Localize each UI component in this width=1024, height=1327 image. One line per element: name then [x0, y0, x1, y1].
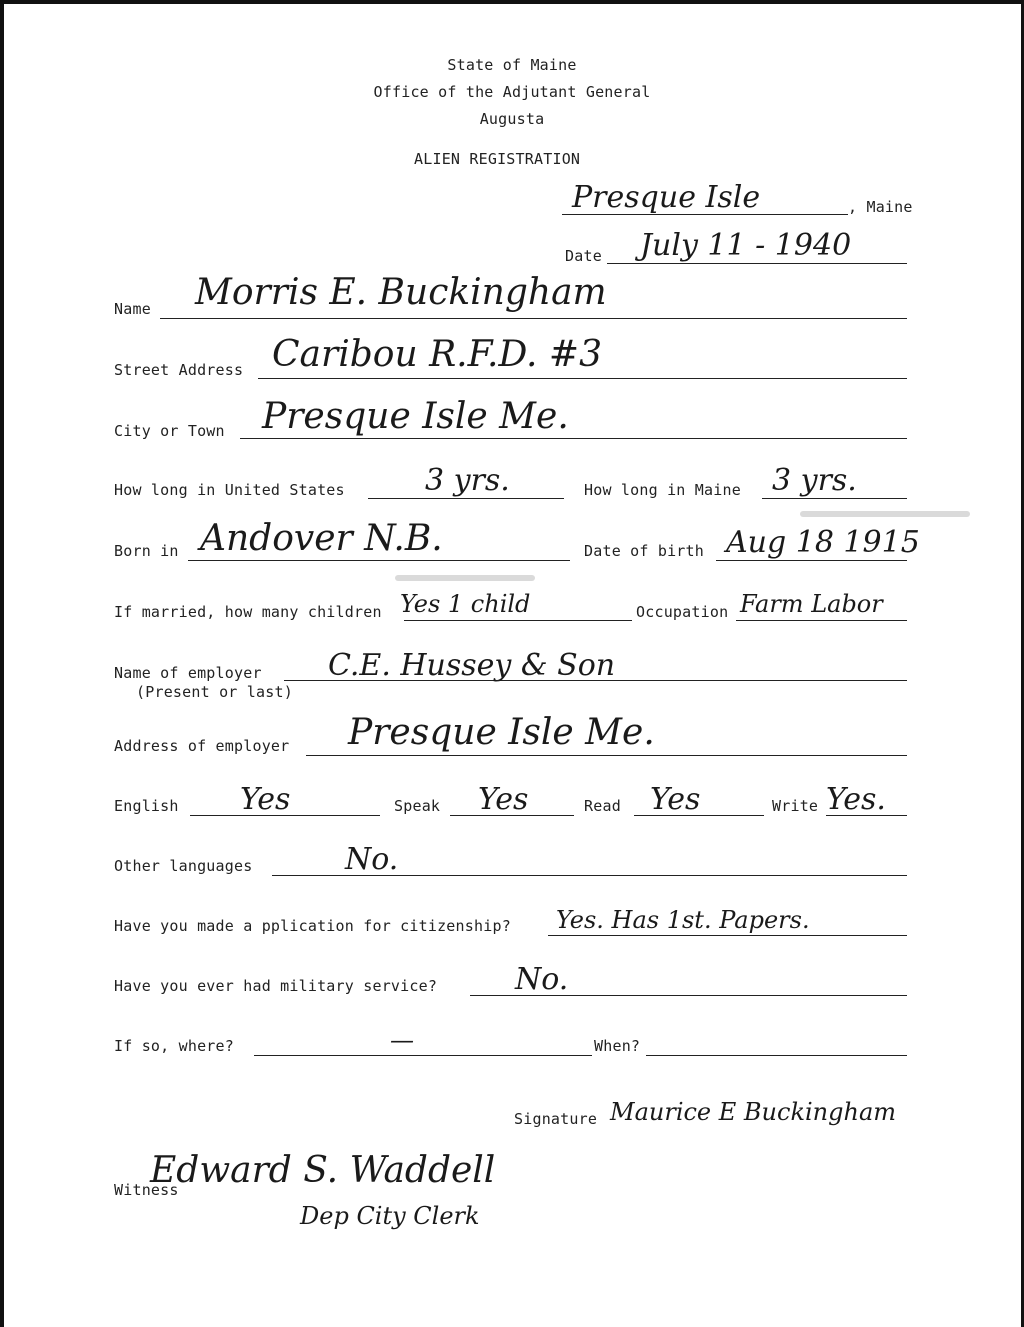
- write-value: Yes.: [826, 782, 886, 817]
- married-line: [404, 620, 632, 621]
- english-label: English: [114, 797, 179, 815]
- married-label: If married, how many children: [114, 603, 382, 621]
- scan-border-left: [0, 0, 4, 1327]
- witness-title: Dep City Clerk: [300, 1202, 480, 1230]
- street-label: Street Address: [114, 361, 244, 379]
- employer-sublabel: (Present or last): [136, 683, 293, 701]
- speak-label: Speak: [394, 797, 441, 815]
- city-line: [240, 438, 907, 439]
- employer-address-value: Presque Isle Me.: [348, 712, 655, 753]
- where-line: [254, 1055, 592, 1056]
- name-label: Name: [114, 300, 151, 318]
- military-label: Have you ever had military service?: [114, 977, 438, 995]
- married-value: Yes 1 child: [400, 590, 531, 618]
- employer-label: Name of employer: [114, 664, 262, 682]
- occupation-label: Occupation: [636, 603, 729, 621]
- maine-time-label: How long in Maine: [584, 481, 741, 499]
- street-value: Caribou R.F.D. #3: [272, 334, 602, 375]
- header-state: State of Maine: [447, 56, 577, 74]
- read-value: Yes: [650, 782, 701, 817]
- when-line: [646, 1055, 907, 1056]
- dob-value: Aug 18 1915: [726, 525, 920, 560]
- occupation-value: Farm Labor: [740, 590, 883, 618]
- scan-smudge: [800, 511, 970, 517]
- us-time-value: 3 yrs.: [425, 463, 510, 498]
- read-label: Read: [584, 797, 621, 815]
- us-time-line: [368, 498, 564, 499]
- signature-label: Signature: [514, 1110, 598, 1128]
- employer-value: C.E. Hussey & Son: [328, 648, 616, 683]
- maine-time-line: [762, 498, 907, 499]
- write-label: Write: [772, 797, 819, 815]
- scan-border-top: [0, 0, 1024, 4]
- born-label: Born in: [114, 542, 179, 560]
- born-value: Andover N.B.: [200, 518, 443, 559]
- scan-smudge-2: [395, 575, 535, 581]
- date-value: July 11 - 1940: [640, 228, 852, 263]
- us-time-label: How long in United States: [114, 481, 345, 499]
- city-label: City or Town: [114, 422, 225, 440]
- street-line: [258, 378, 907, 379]
- witness-value: Edward S. Waddell: [150, 1150, 496, 1191]
- city-value: Presque Isle Me.: [262, 396, 569, 437]
- citizenship-line: [548, 935, 907, 936]
- citizenship-label: Have you made a pplication for citizenship?: [114, 917, 511, 935]
- name-line: [160, 318, 907, 319]
- date-label: Date: [565, 247, 602, 265]
- when-label: When?: [594, 1037, 641, 1055]
- where-value: —: [390, 1026, 414, 1054]
- employer-address-label: Address of employer: [114, 737, 290, 755]
- witness-label: Witness: [114, 1181, 179, 1199]
- place-suffix: , Maine: [848, 198, 913, 216]
- occupation-line: [736, 620, 907, 621]
- english-value: Yes: [240, 782, 291, 817]
- place-value: Presque Isle: [572, 180, 761, 215]
- dob-label: Date of birth: [584, 542, 704, 560]
- signature-value: Maurice E Buckingham: [610, 1098, 897, 1126]
- dob-line: [716, 560, 907, 561]
- date-line: [607, 263, 907, 264]
- other-languages-label: Other languages: [114, 857, 253, 875]
- name-value: Morris E. Buckingham: [195, 272, 607, 313]
- maine-time-value: 3 yrs.: [772, 463, 857, 498]
- where-label: If so, where?: [114, 1037, 234, 1055]
- born-line: [188, 560, 570, 561]
- citizenship-value: Yes. Has 1st. Papers.: [556, 906, 810, 934]
- military-value: No.: [515, 962, 569, 997]
- employer-address-line: [306, 755, 907, 756]
- speak-value: Yes: [478, 782, 529, 817]
- header-city: Augusta: [479, 110, 545, 128]
- other-languages-value: No.: [345, 842, 399, 877]
- header-office: Office of the Adjutant General: [373, 83, 651, 101]
- form-title: ALIEN REGISTRATION: [414, 150, 581, 168]
